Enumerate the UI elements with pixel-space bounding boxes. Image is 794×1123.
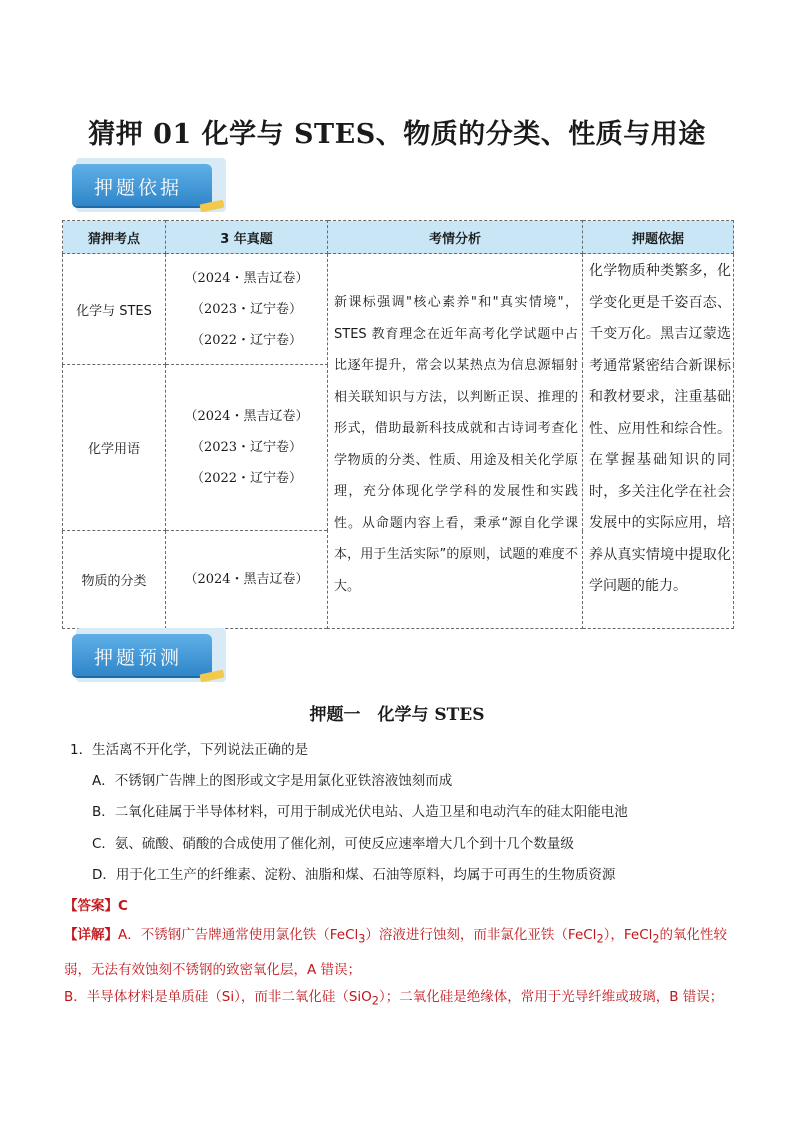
banner-label: 押题预测: [94, 647, 183, 669]
year-item: （2024・黑吉辽卷）: [184, 572, 309, 587]
question-stem: 1．生活离不开化学，下列说法正确的是: [70, 742, 309, 758]
banner-tab: [72, 634, 212, 676]
detail-text: ）；二氧化硅是绝缘体，常用于光导纤维或玻璃，B 错误；: [378, 989, 724, 1005]
detail-text: ）溶液进行蚀刻，而非氯化亚铁（FeCl: [365, 927, 597, 943]
banner-label: 押题依据: [94, 177, 183, 199]
banner-prediction: [72, 628, 228, 686]
table-header: 猜押考点: [63, 221, 166, 254]
topic-cell: 化学与 STES: [63, 254, 166, 365]
table-header: 3 年真题: [166, 221, 328, 254]
years-cell: [166, 365, 328, 531]
basis-cell: 化学物质种类繁多，化学变化更是千姿百态、千变万化。黑吉辽蒙选考通常紧密结合新课标和教材要求，注重基础性、应用性和综合性。在掌握基础知识的同时，多关注化学在社会发展中的实际应用，培养从真实情境中提取化学问题的能力。: [583, 254, 734, 629]
year-item: （2023・辽宁卷）: [190, 301, 303, 317]
detail-a: 【详解】A．不锈钢广告牌通常使用氯化铁（FeCl$_3$）溶液进行蚀刻，而非氯化亚铁（FeCl$_2$），FeCl$_2$的氧化性较弱，无法有效蚀刻不锈钢的致密氧化层，A 错误；: [64, 927, 728, 978]
detail-label: 【详解】: [64, 927, 118, 943]
table-header: 考情分析: [328, 221, 583, 254]
detail-text: 的氧化性较弱，无法有效蚀刻不锈钢的致密氧化层，A 错误；: [64, 927, 728, 978]
answer-value: C: [118, 898, 128, 914]
topic-cell: 化学用语: [63, 365, 166, 531]
year-item: （2024・黑吉辽卷）: [184, 409, 309, 424]
year-item: （2024・黑吉辽卷）: [184, 270, 309, 286]
option-c: C．氨、硫酸、硝酸的合成使用了催化剂，可使反应速率增大几个到十几个数量级: [92, 836, 574, 852]
year-item: （2022・辽宁卷）: [190, 332, 303, 348]
detail-text: ），FeCl: [603, 927, 653, 943]
table-header: 押题依据: [583, 221, 734, 254]
table-header-row: [63, 221, 734, 254]
page-title: 猜押 01 化学与 STES、物质的分类、性质与用途: [88, 119, 706, 150]
banner-basis: [72, 158, 228, 216]
table-row: [63, 254, 734, 365]
section-title: 押题一 化学与 STES: [309, 705, 485, 725]
answer-label: 【答案】: [64, 898, 118, 914]
detail-text: A．不锈钢广告牌通常使用氯化铁（FeCl: [118, 927, 359, 943]
option-d: D．用于化工生产的纤维素、淀粉、油脂和煤、石油等原料，均属于可再生的生物质资源: [92, 867, 616, 883]
option-a: A．不锈钢广告牌上的图形或文字是用氯化亚铁溶液蚀刻而成: [92, 773, 453, 789]
year-item: （2023・辽宁卷）: [190, 440, 303, 455]
years-cell: [166, 531, 328, 629]
basis-table: [62, 220, 734, 629]
analysis-cell: 新课标强调"核心素养"和"真实情境"，STES 教育理念在近年高考化学试题中占比逐年提升，常会以某热点为信息源辐射相关联知识与方法，以判断正误、推理的形式，借助最新科技成就和古诗词考查化学物质的分类、性质、用途及相关化学原理，充分体现化学学科的发展性和实践性。从命题内容上看，秉承“源自化学课本，用于生活实际”的原则，试题的难度不大。: [328, 254, 583, 629]
answer: [64, 894, 128, 914]
year-item: （2022・辽宁卷）: [190, 471, 303, 486]
option-b: B．二氧化硅属于半导体材料，可用于制成光伏电站、人造卫星和电动汽车的硅太阳能电池: [92, 804, 628, 820]
banner-tab: [72, 164, 212, 206]
detail-text: B．半导体材料是单质硅（Si），而非二氧化硅（SiO: [64, 989, 372, 1005]
years-cell: [166, 254, 328, 365]
detail-b: B．半导体材料是单质硅（Si），而非二氧化硅（SiO$_2$）；二氧化硅是绝缘体，常用于光导纤维或玻璃，B 错误；: [64, 989, 724, 1008]
topic-cell: 物质的分类: [63, 531, 166, 629]
